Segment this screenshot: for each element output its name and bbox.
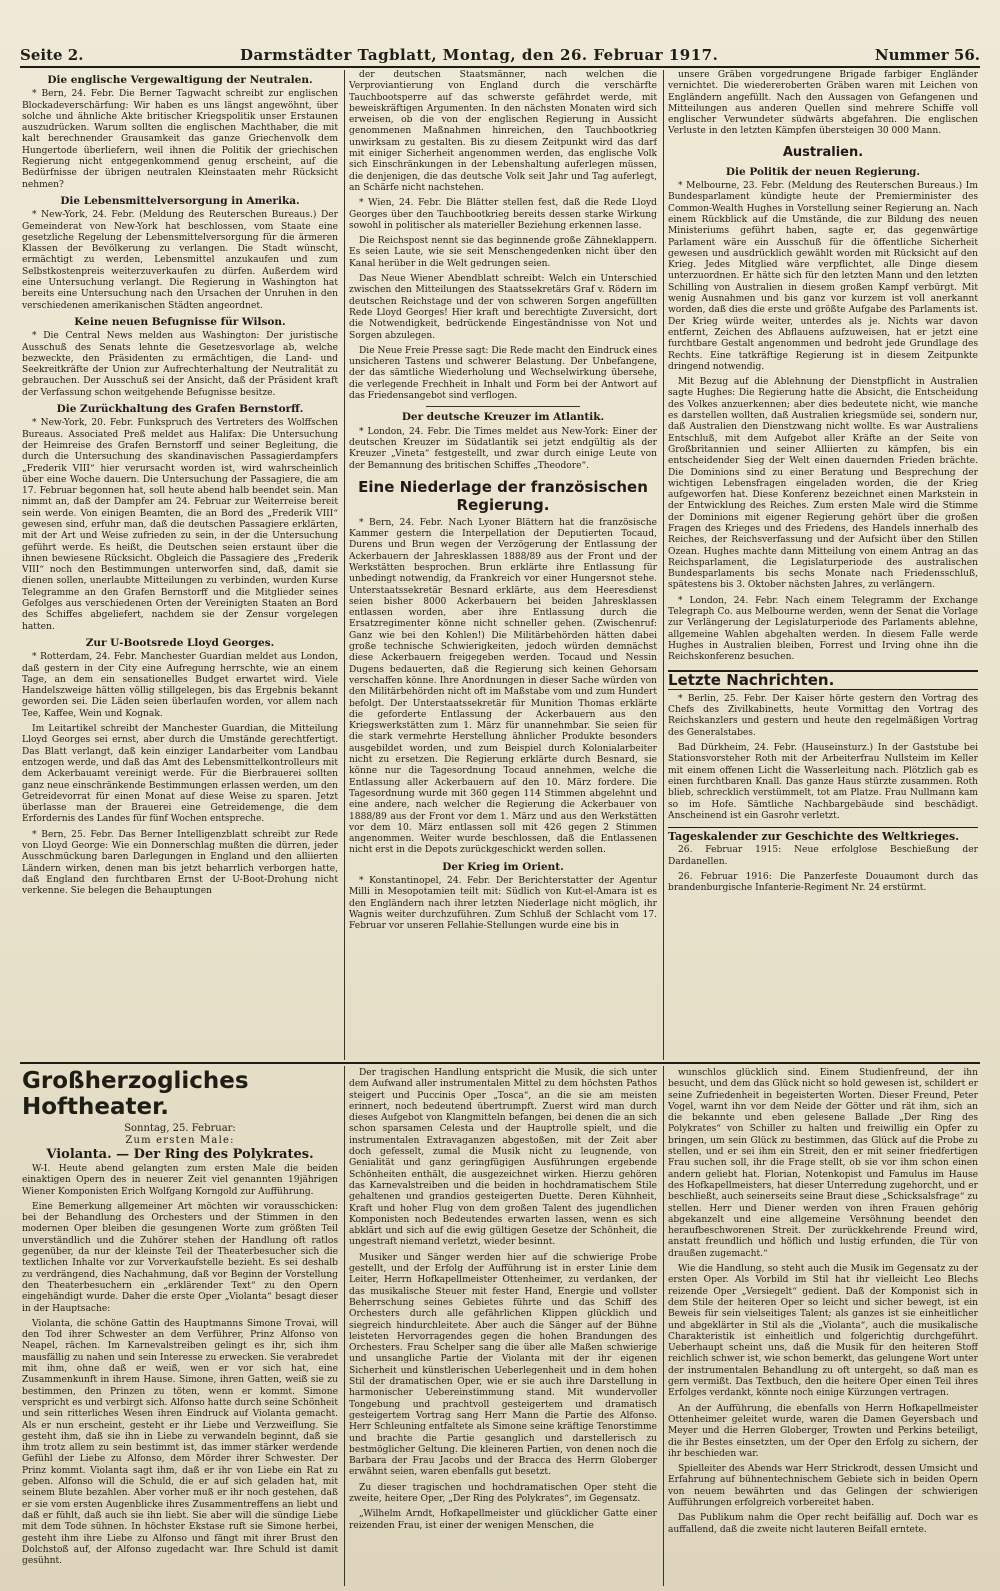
first-performance-label: Zum ersten Male: (125, 1135, 235, 1146)
column-1 (22, 70, 338, 1058)
article-paragraph: * Bern, 24. Febr. Die Berner Tagwacht schreibt zur englischen Blockadeverschärfung: Wir haben es uns längst angewöhnt, über solche und ähnliche Akte britischer Kriegspolitik unser Erstaunen auszudrücken. Warum sollten die englischen Machthaber, die mit kalt berechnender Grausamkeit das ganze Griechenvolk dem Hungertode überliefern, weil ihnen die Politik der griechischen Regierung nicht entgegenkommend genug erscheint, auf die Bedürfnisse der übrigen neutralen Kleinstaaten mehr Rücksicht nehmen? (22, 89, 338, 190)
article-paragraph: * Berlin, 25. Febr. Der Kaiser hörte gestern den Vortrag des Chefs des Zivilkabinetts, heute Vormittag den Vortrag des Reichskanzlers und gestern und heute den regelmäßigen Vortrag des Generalstabes. (668, 693, 978, 738)
column-divider (344, 70, 345, 1060)
headline: Die Lebensmittelversorgung in Amerika. (60, 194, 300, 207)
masthead (20, 40, 980, 64)
article-paragraph: * London, 24. Febr. Die Times meldet aus New-York: Einer der deutschen Kreuzer im Südatlantik sei jetzt endgültig als der Kreuzer „Vineta“ festgestellt, und zwar durch einige Leute von der Bemannung des britischen Schiffes „Theodore“. (349, 426, 657, 471)
separator-rule (426, 406, 580, 407)
review-paragraph: „Wilhelm Arndt, Hofkapellmeister und glücklicher Gatte einer reizenden Frau, ist einer der wenigen Menschen, die (349, 1509, 657, 1531)
headline: Der deutsche Kreuzer im Atlantik. (401, 411, 605, 424)
issue-number: Nummer 56. (874, 46, 980, 64)
theater-column (22, 1068, 338, 1586)
review-paragraph: Musiker und Sänger werden hier auf die schwierige Probe gestellt, und der Erfolg der Aufführung ist in erster Linie dem Leiter, Herrn Hofkapellmeister Ottenheimer, zu verdanken, der das musikalische Steuer mit fester Hand, Energie und vollster Beherrschung seines Gebietes führte und das Schiff des Orchesters durch alle gefährlichen Klippen glücklich und siegreich hindurchleitete. Aber auch die Sänger auf der Bühne leisteten Hervorragendes gegen die hohen Brandungen des Orchesters. Frau Schelper sang die über alle Maßen schwierige und unsangliche Partie der Violanta mit der ihr eigenen Sicherheit und künstlerischen Ueberlegenheit und in dem hohen Stil der dramatischen Oper, wie er sie auch ihre Darstellung in harmonischer Uebereinstimmung stand. Mit wundervoller Tongebung und prachtvoll gesteigertem und dramatisch gesteigertem Vortrag sang Herr Mann die Partie des Alfonso. Herr Schleuning entfaltete als Simone seine kräftige Tenorstimme und brachte die Partie gesanglich und darstellerisch zu bestmöglicher Geltung. Die kleineren Partien, von denen noch die Barbara der Frau Jacobs und der Bracca des Herrn Globerger erwähnt seien, waren ebenfalls gut besetzt. (349, 1252, 657, 1478)
review-paragraph: Der tragischen Handlung entspricht die Musik, die sich unter dem Aufwand aller instrumentalen Mittel zu dem höchsten Pathos steigert und Puccinis Oper „Tosca“, an die sie am meisten erinnert, noch bedeutend übertrumpft. Zuerst wird man durch dieses Aufgebot von Klangmitteln befangen, bei denen die an sich schon sparsamen Celesta und der Hauptrolle spielt, und die instrumentalen Extravaganzen abgestoßen, mit der Zeit aber doch gefesselt, zumal die Musik nicht zu leugnende, von Genialität und ganz geringfügigen Ausführungen ergebende Schönheiten enthält, die ausgezeichnet wirken. Hierzu gehören das Karnevalstreiben und die beiden in hochdramatischem Stile gehaltenen und grandios gesteigerten Duette. Deren Kühnheit, Kraft und hoher Flug von dem großen Talent des jugendlichen Komponisten noch Bedeutendes erwarten lassen, wenn es sich abklärt und sich auf die ewig gültigen Gesetze der Schönheit, die ungestraft niemand verletzt, wieder besinnt. (349, 1068, 657, 1248)
review-paragraph: An der Aufführung, die ebenfalls von Herrn Hofkapellmeister Ottenheimer geleitet wurde, waren die Damen Geyersbach und Meyer und die Herren Globerger, Trowten und Perkins beteiligt, die ihr Bestes einsetzten, um der Oper den Erfolg zu sichern, der ihr beschieden war. (668, 1403, 978, 1459)
review-paragraph: Das Publikum nahm die Oper recht beifällig auf. Doch war es auffallend, daß die zweite nicht lauteren Beifall erntete. (668, 1513, 978, 1535)
headline-large: Australien. (782, 144, 864, 160)
article-paragraph: Bad Dürkheim, 24. Febr. (Hauseinsturz.) In der Gaststube bei Stationsvorsteher Roth mit der Arbeiterfrau Nullsteim im Keller mit einem offenen Licht die Wasserleitung nach. Plötzlich gab es einen furchtbaren Knall. Das ganze Haus stürzte zusammen. Roth blieb, schrecklich verstümmelt, tot am Platze. Frau Nullmann kam so im Hofe. Sämtliche Nachbargebäude sind beschädigt. Anscheinend ist ein Gasrohr verletzt. (668, 743, 978, 821)
review-paragraph: Spielleiter des Abends war Herr Strickrodt, dessen Umsicht und Erfahrung auf bühnentechnischem Gebiete sich in beiden Opern von neuem bewährten und das Gelingen der schwierigen Aufführungen erfolgreich vorbereitet haben. (668, 1464, 978, 1508)
article-paragraph: * New-York, 24. Febr. (Meldung des Reuterschen Bureaus.) Der Gemeinderat von New-York hat beschlossen, vom Staate eine gesetzliche Regelung der Lebensmittelversorgung für die ärmeren Klassen der Bevölkerung zu verlangen. Die Stadt wünscht, ermächtigt zu werden, Lebensmittel anzukaufen und zum Selbstkostenpreis weiterzuverkaufen zu dürfen. Außerdem wird eine Untersuchung verlangt. Die Regierung in Washington hat bereits eine Untersuchung nach den Ursachen der Unruhen in den verschiedenen amerikanischen Städten angeordnet. (22, 210, 338, 311)
article-paragraph: Mit Bezug auf die Ablehnung der Dienstpflicht in Australien sagte Hughes: Die Regierung hatte die Absicht, die Entscheidung des Volkes anzuerkennen; aber dies bedeutete nicht, wie manche es darstellen wollten, daß Australien kriegsmüde sei, sondern nur, daß Australien den Dienstzwang nicht wollte. Es war Australiens Entschluß, mit dem Aufgebot aller Kräfte an der Seite von Großbritannien und seiner Alliierten zu kämpfen, bis ein entscheidender Sieg der Welt einen dauernden Frieden brächte. Die Dominions sind zu einer Beratung und Besprechung der wichtigen Lebensfragen eingeladen worden, die der Krieg aufgeworfen hat. Diese Konferenz bezeichnet einen Markstein in der Entwicklung des Reiches. Zum ersten Male wird die Stimme der Dominions mit eigener Regierung gehört über die großen Fragen des Krieges und des Friedens, des Handels innerhalb des Reiches, der Reichsverfassung und der Aufsicht über den Stillen Ozean. Hughes machte dann Mitteilung von einem Antrag an das Reichsparlament, die Legislaturperiode des australischen Bundesparlaments bis sechs Monate nach Friedensschluß, spätestens bis 3. Oktober nächsten Jahres, zu verlängern. (668, 377, 978, 591)
review-column-3 (668, 1068, 978, 1586)
article-paragraph: * Bern, 24. Febr. Nach Lyoner Blättern hat die französische Kammer gestern die Interpellation der Deputierten Tocaud, Durens und Brun wegen der Verzögerung der Entlassung der Ackerbauern der Jahresklassen 1888/89 aus der Front und der Werkstätten besprochen. Brun erklärte ihre Entlassung für unbedingt notwendig, da Frankreich vor einer Hungersnot stehe. Unterstaatssekretär Besnard erklärte, aus dem Heeresdienst seien bisher 8000 Ackerbauern bei beiden Jahresklassen entlassen worden, aber ihre Entlassung durch die Ersatzregimenter könne nicht schneller gehen. (Zwischenruf: Ganz wie bei den Kohlen!) Die Militärbehörden hätten dabei große technische Schwierigkeiten, jedoch würden demnächst diese Ackerbauern freigegeben werden. Tocaud und Nessin Dugens bedauerten, daß die Regierung sich keinen Gehorsam verschaffen könne. Ihre Anordnungen in dieser Sache würden von den Militärbehörden nicht oft im Maßstabe vom und zum Hundert befolgt. Der Unterstaatssekretär für Munition Thomas erklärte die geforderte Entlassung der Ackerbauern aus den Kriegswerkstätten zum 1. März für unannehmbar. Sie seien für die stark vermehrte Herstellung ähnlicher Produkte besonders ausgebildet worden, und zum Beispiel durch Kolonialarbeiter nicht zu ersetzen. Die Regierung erklärte durch Besnard, sie könne nur die Tagesordnung Tocaud annehmen, welche die Entlassung aller Ackerbauern auf den 10. März fordere. Die Tagesordnung wurde mit 360 gegen 114 Stimmen abgelehnt und eine andere, nach welcher die Regierung die Ackerbauer von 1888/89 aus der Front vor dem 1. März und aus den Werkstätten vor dem 10. März entlassen soll mit 426 gegen 2 Stimmen angenommen. Weiter wurde beschlossen, daß die Entlassenen nicht erst in die Depots zurückgeschickt werden sollen. (349, 517, 657, 856)
column-3 (668, 70, 978, 1058)
article-paragraph: * Rotterdam, 24. Febr. Manchester Guardian meldet aus London, daß gestern in der City eine Aufregung herrschte, wie an einem Tage, an dem ein sensationelles Budget erwartet wird. Viele Handelszweige hätten völlig stillgelegen, bis das Ergebnis bekannt geworden sei. Die Läden seien überlaufen worden, vor allem nach Tee, Kaffee, Wein und Kognak. (22, 652, 338, 719)
article-paragraph: * New-York, 20. Febr. Funkspruch des Vertreters des Wolffschen Bureaus. Associated Preß meldet aus Halifax: Die Untersuchung der Heimreise des Grafen Bernstorff und seiner Begleitung, die durch die Untersuchung des skandinavischen Passagierdampfers „Frederik VIII“ hier verursacht worden ist, wird wahrscheinlich über eine Woche dauern. Die Untersuchung der Passagiere, die am 17. Februar begonnen hat, soll heute abend halb beendet sein. Man nimmt an, daß der Dampfer am 24. Februar zur Weiterreise bereit sein werde. Von einigen Beamten, die an Bord des „Frederik VIII“ gewesen sind, erfuhr man, daß die deutschen Passagiere erklärten, mit der Art und Weise zufrieden zu sein, in der die Untersuchung geführt werde. Es heißt, die Deutschen seien erstaunt über die ihnen bewiesene Rücksicht. Obgleich die Passagiere des „Frederik VIII“ noch den Bestimmungen unterworfen sind, daß, damit sie dienen sollen, unerlaubte Mitteilungen zu verbinden, wurden Kurse Telegramme an den Grafen Bernstorff und die Mitglieder seines Gefolges aus verschiedenen Orten der Vereinigten Staaten an Bord des Schiffes abgeliefert, nachdem sie der Zensur vorgelegen hatten. (22, 418, 338, 632)
article-paragraph: unsere Gräben vorgedrungene Brigade farbiger Engländer vernichtet. Die wiedereroberten Gräben waren mit Leichen von Engländern angefüllt. Nach den Aussagen von Gefangenen und Mitteilungen aus anderen Quellen sind mehrere Schiffe voll englischer Verwundeter südwärts abgefahren. Die englischen Verluste in den letzten Kämpfen übersteigen 30 000 Mann. (668, 70, 978, 137)
review-paragraph: W-I. Heute abend gelangten zum ersten Male die beiden einaktigen Opern des in neuerer Zeit viel genannten 19jährigen Wiener Komponisten Erich Wolfgang Korngold zur Aufführung. (22, 1164, 338, 1197)
article-paragraph: * Konstantinopel, 24. Febr. Der Berichterstatter der Agentur Milli in Mesopotamien teilt mit: Südlich von Kut-el-Amara ist es den Engländern nach ihrer letzten Niederlage nicht möglich, ihr Wagnis weiter durchzuführen. Zum Schluß der Schlacht vom 17. Februar vor unseren Fellahie-Stellungen wurde eine bis in (349, 876, 657, 932)
review-column-2 (349, 1068, 657, 1586)
headline-large: Eine Niederlage der französischen Regierung. (358, 477, 648, 514)
column-divider (663, 1066, 664, 1586)
headline: Die Zurückhaltung des Grafen Bernstorff. (56, 403, 304, 416)
article-paragraph: * Die Central News melden aus Washington: Der juristische Ausschuß des Senats lehnte die Gesetzesvorlage ab, welche bezweckte, den Präsidenten zu ermächtigen, die Land- und Seekreitkräfte der Union zur Aufrechterhaltung der Neutralität zu gebrauchen. Der Ausschuß sei der Ansicht, daß der Präsident kraft der Verfassung schon weitgehende Befugnisse besitze. (22, 331, 338, 398)
review-paragraph: Eine Bemerkung allgemeiner Art möchten wir vorausschicken: bei der Behandlung des Orchesters und der Stimmen in den modernen Oper bleiben die gesungenen Worte zum größten Teil unverständlich und die Zuhörer stehen der Handlung oft ratlos gegenüber, da nur der kleinste Teil der Theaterbesucher sich die textlichen Inhalte vor zur Vorverkaufstelle bezieht. Es sei deshalb zu verdrängend, dies Nachahmung, daß vor Beginn der Vorstellung den Theaterbesuchern ein „erklärender Text“ zu den Opern eingehändigt wurde. Daher die erste Oper „Violanta“ besagt dieser in der Hauptsache: (22, 1201, 338, 1314)
article-paragraph: Im Leitartikel schreibt der Manchester Guardian, die Mitteilung Lloyd Georges sei ernst, aber durch die Umstände gerechtfertigt. Das Blatt verlangt, daß kein einziger Landarbeiter vom Landbau entzogen werde, und daß das Amt des Lebensmittelkontrolleurs mit dem Ackerbauamt vereinigt werde. Für die Bierbrauerei sollten ganz neue einschränkende Bestimmungen erlassen werden, um den Getreidevorrat für einen Monat auf diese Weise zu sparen. Jetzt überlasse man der Brauerei eine Getreidemenge, die dem Erfordernis des Landes für fünf Wochen entspreche. (22, 724, 338, 825)
page-number: Seite 2. (20, 46, 84, 64)
theater-title: Großherzogliches Hoftheater. (22, 1068, 249, 1120)
section-heading: Letzte Nachrichten. (668, 670, 978, 690)
review-paragraph: Zu dieser tragischen und hochdramatischen Oper steht die zweite, heitere Oper, „Der Ring des Polykrates“, im Gegensatz. (349, 1482, 657, 1504)
article-paragraph: Die Neue Freie Presse sagt: Die Rede macht den Eindruck eines unsicheren Tastens und schwerer Belastung. Der Unbefangene, der das sämtliche Wiederholung und Wechselwirkung übersehe, die verlegende Frechheit in Inhalt und Form bei der Antwort auf das Friedensangebot sind verflogen. (349, 345, 657, 402)
masthead-rule (20, 66, 980, 68)
headline: Die englische Vergewaltigung der Neutralen. (47, 74, 313, 86)
article-paragraph: Das Neue Wiener Abendblatt schreibt: Welch ein Unterschied zwischen den Mitteilungen des Staatssekretärs Graf v. Rödern im deutschen Reichstage und der von schweren Sorgen angefüllten Rede Lloyd Georges! Hier kraft und berechtigte Zuversicht, dort die Notwendigkeit, bedrückende Eingeständnisse von Not und Sorgen abzulegen. (349, 274, 657, 341)
article-paragraph: * Bern, 25. Febr. Das Berner Intelligenzblatt schreibt zur Rede von Lloyd George: Wie ein Donnerschlag mußten die dürren, jeder Ausschmückung baren Darlegungen in England und den alliierten Ländern wirken, denen man bis jetzt beharrlich verborgen hatte, daß England den furchtbaren Ernst der U-Boot-Drohung nicht verkenne. Sie belegen die Behauptungen (22, 829, 338, 897)
review-paragraph: Violanta, die schöne Gattin des Hauptmanns Simone Trovai, will den Tod ihrer Schwester an dem Verführer, Prinz Alfonso von Neapel, rächen. Im Karnevalstreiben gelingt es ihr, sich ihm mausfällig zu nahen und sein Interesse zu erwecken. Sie verabredet mit ihm, ohne daß er weiß, wen er vor sich hat, eine Zusammenkunft in ihrem Hause. Simone, ihren Gatten, weiß sie zu bestimmen, den Prinzen zu töten, wenn er kommt. Simone verspricht es und verbirgt sich. Alfonso hatte durch seine Schönheit und sein ritterliches Wesen ihren Eindruck auf Violanta gemacht. Als er nun erscheint, gesteht er ihr Liebe und Verzweiflung. Sie gesteht ihm, daß sie ihn in Liebe zu verwandeln beginnt, daß sie ihm trotz allem zu sein bestimmt ist, das immer stärker werdende Gefühl der Liebe zu Alfonso, dem Mörder ihrer Schwester. Der Prinz kommt. Violanta sagt ihm, daß er ihr von Liebe ein Rat zu geben. Alfonso will die Schuld, die er auf sich geladen hat, mit seinem Blute bezahlen. Aber vorher muß er ihr noch gestehen, daß er sie vom ersten Augenblicke ihres Zusammentreffens an liebt und daß er fühlt, daß auch sie ihn liebt. Sie aber will die sündige Liebe mit dem Tode sühnen. In höchster Ekstase ruft sie Simone herbei, gesteht ihm ihre Liebe zu Alfonso und fängt mit ihrer Brust den Dolchstoß auf, der Alfonso zugedacht war. Ihre Schuld ist damit gesühnt. (22, 1318, 338, 1567)
article-paragraph: Die Reichspost nennt sie das beginnende große Zähneklappern. Es seien Laute, wie sie seit Menschengedenken nicht über den Kanal herüber in die Welt gedrungen seien. (349, 236, 657, 269)
performance-date: Sonntag, 25. Februar: (124, 1123, 236, 1134)
article-paragraph: der deutschen Staatsmänner, nach welchen die Verproviantierung von England durch die verschärfte Tauchbootsperre auf das schwerste gefährdet werde, mit beweiskräftigen Argumenten. In den nächsten Monaten wird sich erweisen, ob die von der englischen Regierung in Aussicht genommenen Maßnahmen hinreichen, den Tauchbootkrieg unwirksam zu gestalten. Bis zu diesem Zeitpunkt wird das darf mit einiger Sicherheit angenommen werden, das englische Volk sich Einschränkungen in der Lebenshaltung auferlegen müssen, die denjenigen, die das deutsche Volk seit Jahr und Tag auferlegt, an Schärfe nicht nachstehen. (349, 70, 657, 193)
headline: Der Krieg im Orient. (442, 860, 564, 873)
calendar-entry: 26. Februar 1915: Neue erfolglose Beschießung der Dardanellen. (668, 845, 978, 867)
calendar-entry: 26. Februar 1916: Die Panzerfeste Douaumont durch das brandenburgische Infanterie-Regiment Nr. 24 erstürmt. (668, 872, 978, 894)
column-divider (344, 1066, 345, 1586)
play-title: Violanta. — Der Ring des Polykrates. (46, 1147, 314, 1162)
column-2 (349, 70, 657, 1058)
article-paragraph: * Melbourne, 23. Febr. (Meldung des Reuterschen Bureaus.) Im Bundesparlament kündigte heute der Premierminister des Common-Wealth Hughes in Vorstellung seiner Regierung an. Nach einem Rückblick auf die Umstände, die zur Bildung des neuen Ministeriums geführt haben, sagte er, das gegenwärtige Parlament wäre ein Ausschuß für die öffentliche Sicherheit gewesen und ausdrücklich gewählt worden mit Rücksicht auf den Krieg. Jedes Mitglied wäre verpflichtet, alle Dinge diesem unterzuordnen. Er hätte sich für den letzten Mann und den letzten Schilling von Australien in diesem großen Kampf verbürgt. Mit wenig Ausnahmen und bis ganz vor kurzem ist voll anerkannt worden, daß dies die erste und größte Aufgabe des Parlaments ist. Der Krieg würde weiter, unterdes als je. Nichts war davon entfernt, Zeichen des Abflauens aufzuweisen, hat er jetzt eine furchtbare Gestalt angenommen und bedroht jede Grundlage des Rechts. Eine tatkräftige Regierung ist in diesem Zeitpunkte dringend notwendig. (668, 181, 978, 372)
article-paragraph: * Wien, 24. Febr. Die Blätter stellen fest, daß die Rede Lloyd Georges über den Tauchbootkrieg bereits dessen starke Wirkung sowohl in politischer als materieller Beziehung erkennen lasse. (349, 198, 657, 231)
feuilleton-rule (20, 1062, 980, 1064)
headline: Keine neuen Befugnisse für Wilson. (74, 315, 286, 328)
column-divider (663, 70, 664, 1060)
review-paragraph: wunschlos glücklich sind. Einem Studienfreund, der ihn besucht, und dem das Glück nicht so hold gewesen ist, schildert er seine Zufriedenheit in begeisterten Worten. Dieser Freund, Peter Vogel, warnt ihn vor dem Neide der Götter und rät ihm, sich an die bekannte und eben gelesene Ballade „Der Ring des Polykrates“ von Schiller zu halten und freiwillig ein Opfer zu bringen, um sein Glück zu bestimmen, das Glück auf die Probe zu stellen, und er sei ihm ein Streit, den er mit seiner friedfertigen Frau suchen soll, ihr die Frage stellt, ob sie vor ihm schon einen andern geliebt hat. Florian, Notenkopist und Famulus im Hause des Hofkapellmeisters, hat dieser Unterredung zugehorcht, und er beschließt, auch seinerseits seine Braut diese „Schicksalsfrage“ zu stellen. Herr und Diener werden von ihren Frauen gehörig abgekanzelt und eine allgemeine Versöhnung beendet den heraufbeschworenen Streit. Der zurückkehrende Freund wird, anstatt freundlich und höflich und lustig erfunden, die Tür von draußen zugemacht.“ (668, 1068, 978, 1259)
headline: Tageskalender zur Geschichte des Weltkrieges. (668, 827, 978, 842)
headline: Die Politik der neuen Regierung. (725, 165, 921, 178)
article-paragraph: * London, 24. Febr. Nach einem Telegramm der Exchange Telegraph Co. aus Melbourne werden, wenn der Senat die Vorlage zur Verlängerung der Legislaturperiode des Parlaments ablehne, allgemeine Wahlen abgehalten werden. In diesem Falle werde Hughes in Australien bleiben, Forrest und Irving ohne ihn die Reichskonferenz besuchen. (668, 595, 978, 663)
headline: Zur U-Bootsrede Lloyd Georges. (85, 636, 275, 649)
newspaper-title: Darmstädter Tagblatt, Montag, den 26. Februar 1917. (239, 46, 719, 64)
review-paragraph: Wie die Handlung, so steht auch die Musik im Gegensatz zu der ersten Oper. Als Vorbild im Stil hat ihr vielleicht Leo Blechs reizende Oper „Versiegelt“ gedient. Daß der Komponist sich in dem Stile der heiteren Oper so leicht und sicher bewegt, ist ein Beweis für sein vielseitiges Talent; als ganzes ist sie einheitlicher und abgeklärter in Stil als die „Violanta“, auch die musikalische Charakteristik ist einheitlich und folgerichtig durchgeführt. Ueberhaupt scheint uns, daß die Musik für den heiteren Stoff reichlich schwer ist, wie schon bemerkt, das gelungene Wort unter der instrumentalen Behandlung zu oft untergeht, so daß man es gern vermißt. Das Textbuch, den die heitere Oper einen Teil ihres Erfolges verdankt, könnte noch einige Kürzungen vertragen. (668, 1264, 978, 1399)
